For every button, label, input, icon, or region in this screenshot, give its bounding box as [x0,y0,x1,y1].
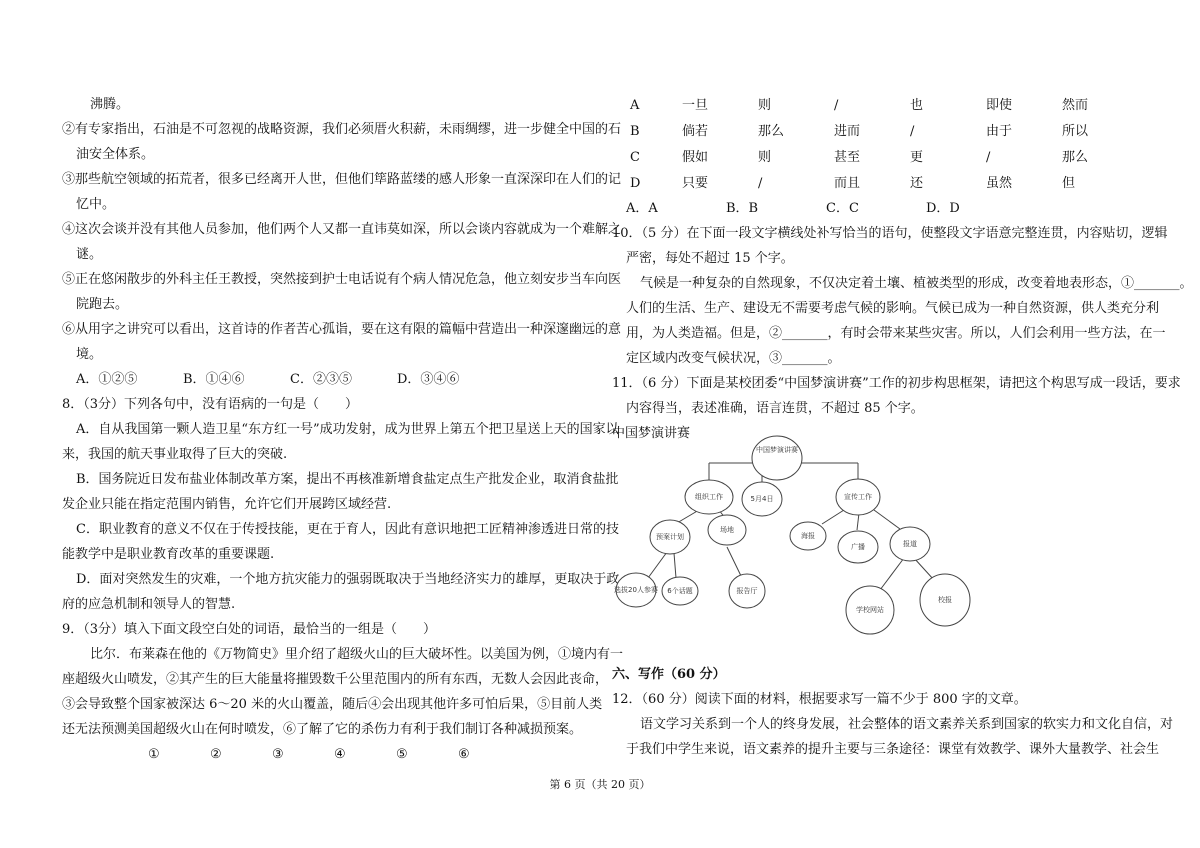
text-line: 油安全体系。 [76,147,155,162]
table-cell: 那么 [758,123,785,139]
table-cell: 那么 [1062,149,1089,165]
node-label: 中国梦演讲赛 [756,446,798,454]
node-label: 选拔20人参赛 [614,586,658,594]
q9-options-table [630,92,1138,196]
node-label: 宣传工作 [844,493,872,501]
text-line: ③那些航空领域的拓荒者，很多已经离开人世，但他们筚路蓝缕的感人形象一直深深印在人们的记 [62,172,622,187]
symbol: ③ [272,747,284,762]
q7-options [62,367,592,392]
symbol: ⑤ [396,747,408,762]
table-cell: 即使 [986,97,1013,113]
text-line: B．国务院近日发布盐业体制改革方案，提出不再核准新增食盐定点生产批发企业，取消食盐批 [76,472,619,487]
table-row [630,144,1138,170]
text-line: 府的应急机制和领导人的智慧. [62,597,236,612]
table-cell: / [834,97,839,113]
table-cell: 甚至 [834,149,861,165]
node-label: 报道 [903,540,917,548]
symbol: ② [210,747,222,762]
option-a: A．A [626,201,658,216]
node-label: 广播 [851,543,865,551]
node-label: 场地 [720,526,734,534]
text-line: 还无法预测美国超级火山在何时喷发，⑥了解了它的杀伤力有利于我们制订各种减损预案。 [62,722,583,737]
section-heading: 六、写作（60 分） [612,667,726,682]
table-cell: / [910,123,915,139]
table-cell: D [630,175,641,191]
q9-answer-options [612,196,1140,221]
table-cell: 倘若 [682,123,709,139]
node-label: 5月4日 [750,495,774,503]
node-label: 海报 [801,532,815,540]
q12-stem: 12．（60 分）阅读下面的材料，根据要求写一篇不少于 800 字的文章。 [612,692,1027,707]
text-line: 内容得当，表述准确，语言连贯，不超过 85 个字。 [626,401,924,416]
symbol: ⑥ [458,747,470,762]
text-line: ⑥从用字之讲究可以看出，这首诗的作者苦心孤诣，要在这有限的篇幅中营造出一种深邃幽远的意 [62,322,622,337]
diagram-title: 中国梦演讲赛 [612,426,691,441]
option-b: B．B [726,201,759,216]
option-b: B．①④⑥ [183,372,245,387]
text-line: ⑤正在悠闲散步的外科主任王教授，突然接到护士电话说有个病人情况危急，他立刻安步当车向医 [62,272,622,287]
text-line: D．面对突然发生的灾难，一个地方抗灾能力的强弱既取决于当地经济实力的雄厚，更取决于政 [76,572,620,587]
text-line: 严密，每处不超过 15 个字。 [626,251,794,266]
table-cell: 更 [910,149,924,165]
text-line: 院跑去。 [76,297,129,312]
option-c: C．C [826,201,859,216]
table-cell: A [630,97,640,113]
text-line: A．自从我国第一颗人造卫星“东方红一号”成功发射，成为世界上第五个把卫星送上天的国家以 [76,422,619,437]
table-row [630,92,1138,118]
node-label: 报告厅 [736,587,758,595]
table-cell: 而且 [834,175,861,191]
text-line: 沸腾。 [90,97,130,112]
text-line: 于我们中学生来说，语文素养的提升主要与三条途径：课堂有效教学、课外大量教学、社会生 [626,742,1160,757]
text-line: 能教学中是职业教育改革的重要课题. [62,547,275,562]
page-footer: 第 6 页（共 20 页） [549,778,651,791]
text-line: 比尔．布莱森在他的《万物简史》里介绍了超级火山的巨大破坏性。以美国为例，①境内有一 [90,647,624,662]
text-line: ②有专家指出，石油是不可忽视的战略资源，我们必须厝火积薪，未雨绸缪，进一步健全中国的石 [62,122,622,137]
node-label: 校报 [938,596,952,604]
text-line: 忆中。 [76,197,116,212]
left-column [62,92,624,767]
table-cell: / [758,175,763,191]
text-line: ④这次会谈并没有其他人员参加，他们两个人又都一直讳莫如深，所以会谈内容就成为一个难解之 [62,222,622,237]
node-root [752,436,802,480]
text-line: 气候是一种复杂的自然现象，不仅决定着土壤、植被类型的形成，改变着地表形态，①_______。 [640,276,1193,291]
table-cell: 由于 [986,123,1013,139]
table-cell: 也 [910,97,924,113]
text-line: 谜。 [76,247,103,262]
q9-stem: 9．（3分）填入下面文段空白处的词语，最恰当的一组是（ ） [62,622,437,637]
text-line: 座超级火山喷发，②其产生的巨大能量将摧毁数千公里范围内的所有东西，无数人会因此丧命， [62,672,609,687]
mind-map-diagram [612,430,972,645]
table-cell: 只要 [682,175,709,191]
table-cell: 虽然 [986,175,1013,191]
q11-stem: 11．（6 分）下面是某校团委“中国梦演讲赛”工作的初步构思框架，请把这个构思写成一段话，要求 [612,376,1181,391]
table-cell: C [630,149,640,165]
option-d: D．③④⑥ [397,372,460,387]
text-line: 语文学习关系到一个人的终身发展，社会整体的语文素养关系到国家的软实力和文化自信，对 [640,717,1174,732]
text-line: 用，为人类造福。但是，②_______，有时会带来某些灾害。所以，人们会利用一些方法，在一 [626,326,1166,341]
table-cell: B [630,123,640,139]
text-line: C．职业教育的意义不仅在于传授技能，更在于育人，因此有意识地把工匠精神渗透进日常的技 [76,522,619,537]
node-label: 组织工作 [695,493,723,501]
q10-stem: 10．（5 分）在下面一段文字横线处补写恰当的语句，使整段文字语意完整连贯，内容贴切，逻辑 [612,226,1168,241]
node-label: 6个话题 [667,587,693,595]
table-cell: 所以 [1062,123,1089,139]
symbol: ① [148,747,160,762]
node-label: 预案计划 [656,533,684,541]
symbol: ④ [334,747,346,762]
q8-stem: 8．（3分）下列各句中，没有语病的一句是（ ） [62,397,359,412]
table-cell: 还 [910,175,924,191]
option-a: A．①②⑤ [76,372,138,387]
text-line: 境。 [76,347,103,362]
option-c: C．②③⑤ [290,372,352,387]
table-row [630,170,1138,196]
table-cell: 进而 [834,123,861,139]
text-line: 定区域内改变气候状况，③_______。 [626,351,841,366]
table-cell: / [986,149,991,165]
table-row [630,118,1138,144]
table-cell: 但 [1062,175,1076,191]
text-line: 发企业只能在指定范围内销售，允许它们开展跨区域经营. [62,497,392,512]
text-line: 来，我国的航天事业取得了巨大的突破. [62,447,288,462]
text-line: 人们的生活、生产、建设无不需要考虑气候的影响。气候已成为一种自然资源，供人类充分利 [626,301,1160,316]
right-column [612,92,1193,762]
option-d: D．D [926,201,960,216]
table-cell: 一旦 [682,97,709,113]
table-cell: 则 [758,149,772,165]
text-line: ③会导致整个国家被深达 6～20 米的火山覆盖，随后④会出现其他许多可怕后果，⑤目前人类 [62,697,603,712]
node-label: 学校网站 [856,606,884,614]
table-cell: 然而 [1062,97,1089,113]
q9-symbol-header [62,742,592,767]
table-cell: 则 [758,97,772,113]
table-cell: 假如 [682,149,709,165]
